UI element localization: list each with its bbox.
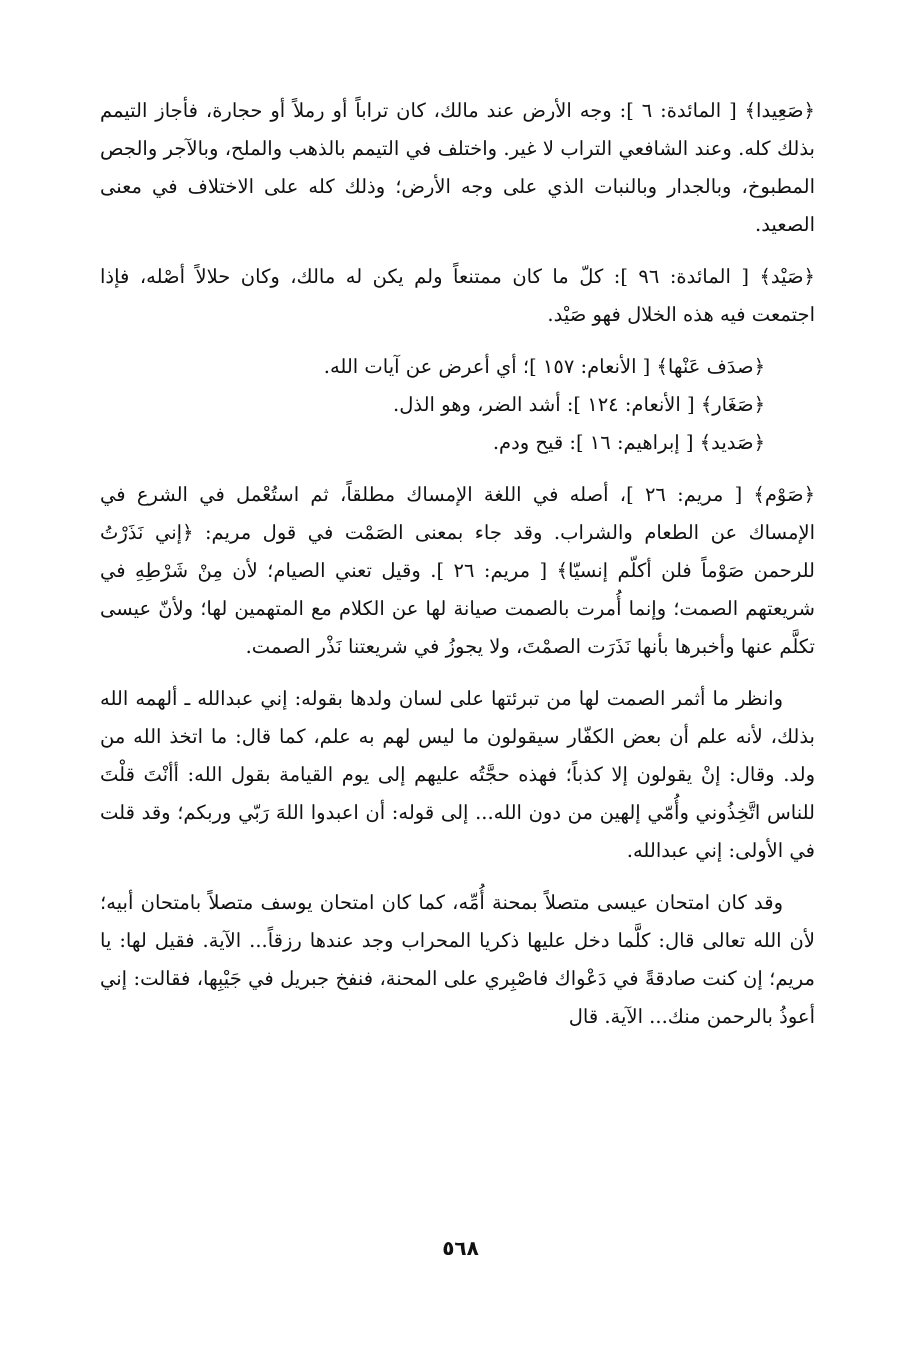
entry-saghar: ﴿صَغَار﴾ [ الأنعام: ١٢٤ ]: أشد الضر، وهو الذل.	[393, 393, 765, 416]
entry-sawm: ﴿صَوْم﴾ [ مريم: ٢٦ ]، أصله في اللغة الإمساك مطلقاً، ثم استُعْمل في الشرع في الإمساك عن الطعام والشراب. وقد جاء بمعنى الصَمْت في قول مريم: ﴿إني نَذَرْتُ للرحمن صَوْماً فلن أكلّم إنسيّا﴾ [ مريم: ٢٦ ]. وقيل تعني الصيام؛ لأن مِنْ شَرْطِهِ في شريعتهم الصمت؛ وإنما أُمرت بالصمت صيانة لها عن الكلام مع المتهمين لها؛ ولأنّ عيسى تكلَّم عنها وأخبرها بأنها نَذَرَت الصمْتَ، ولا يجوزُ في شريعتنا نَذْر الصمت.	[100, 483, 815, 658]
entry-saeed: ﴿صَعِيدا﴾ [ المائدة: ٦ ]: وجه الأرض عند مالك، كان تراباً أو رملاً أو حجارة، فأجاز التيمم بذلك كله. وعند الشافعي التراب لا غير. واختلف في التيمم بالذهب والملح، وبالآجر والجص المطبوخ، وبالجدار وبالنبات الذي على وجه الأرض؛ وذلك كله على الاختلاف في معنى الصعيد.	[100, 99, 815, 236]
entry-sadaf: ﴿صدَف عَنْها﴾ [ الأنعام: ١٥٧ ]؛ أي أعرض عن آيات الله.	[323, 355, 765, 378]
paragraph-imtihan: وقد كان امتحان عيسى متصلاً بمحنة أُمِّه، كما كان امتحان يوسف متصلاً بامتحان أبيه؛ لأن الله تعالى قال: كلَّما دخل عليها ذكريا المحراب وجد عندها رزقاً... الآية. فقيل لها: يا مريم؛ إن كنت صادقةً في دَعْواك فاصْبِري على المحنة، فنفخ جبريل في جَيْبِها، فقالت: إني أعوذُ بالرحمن منك... الآية. قال	[100, 891, 815, 1028]
page-number: ٥٦٨	[442, 1236, 479, 1260]
entry-sadeed: ﴿صَديد﴾ [ إبراهيم: ١٦ ]: قيح ودم.	[492, 431, 765, 454]
page-body	[100, 92, 815, 1050]
paragraph-unzur: وانظر ما أثمر الصمت لها من تبرئتها على لسان ولدها بقوله: إني عبدالله ـ ألهمه الله بذلك، لأنه علم أن بعض الكفّار سيقولون ما ليس لهم به علم، كما قال: ما اتخذ الله من ولد. وقال: إنْ يقولون إلا كذباً؛ فهذه حجَّتُه عليهم إلى يوم القيامة بقول الله: أأنْتَ قلْتَ للناس اتَّخِذُوني وأُمّي إلهين من دون الله... إلى قوله: أن اعبدوا اللهَ رَبّي وربكم؛ وقد قلت في الأولى: إني عبدالله.	[100, 687, 815, 862]
entry-sayd: ﴿صَيْد﴾ [ المائدة: ٩٦ ]: كلّ ما كان ممتنعاً ولم يكن له مالك، وكان حلالاً أصْله، فإذا اجتمعت فيه هذه الخلال فهو صَيْد.	[100, 265, 815, 326]
